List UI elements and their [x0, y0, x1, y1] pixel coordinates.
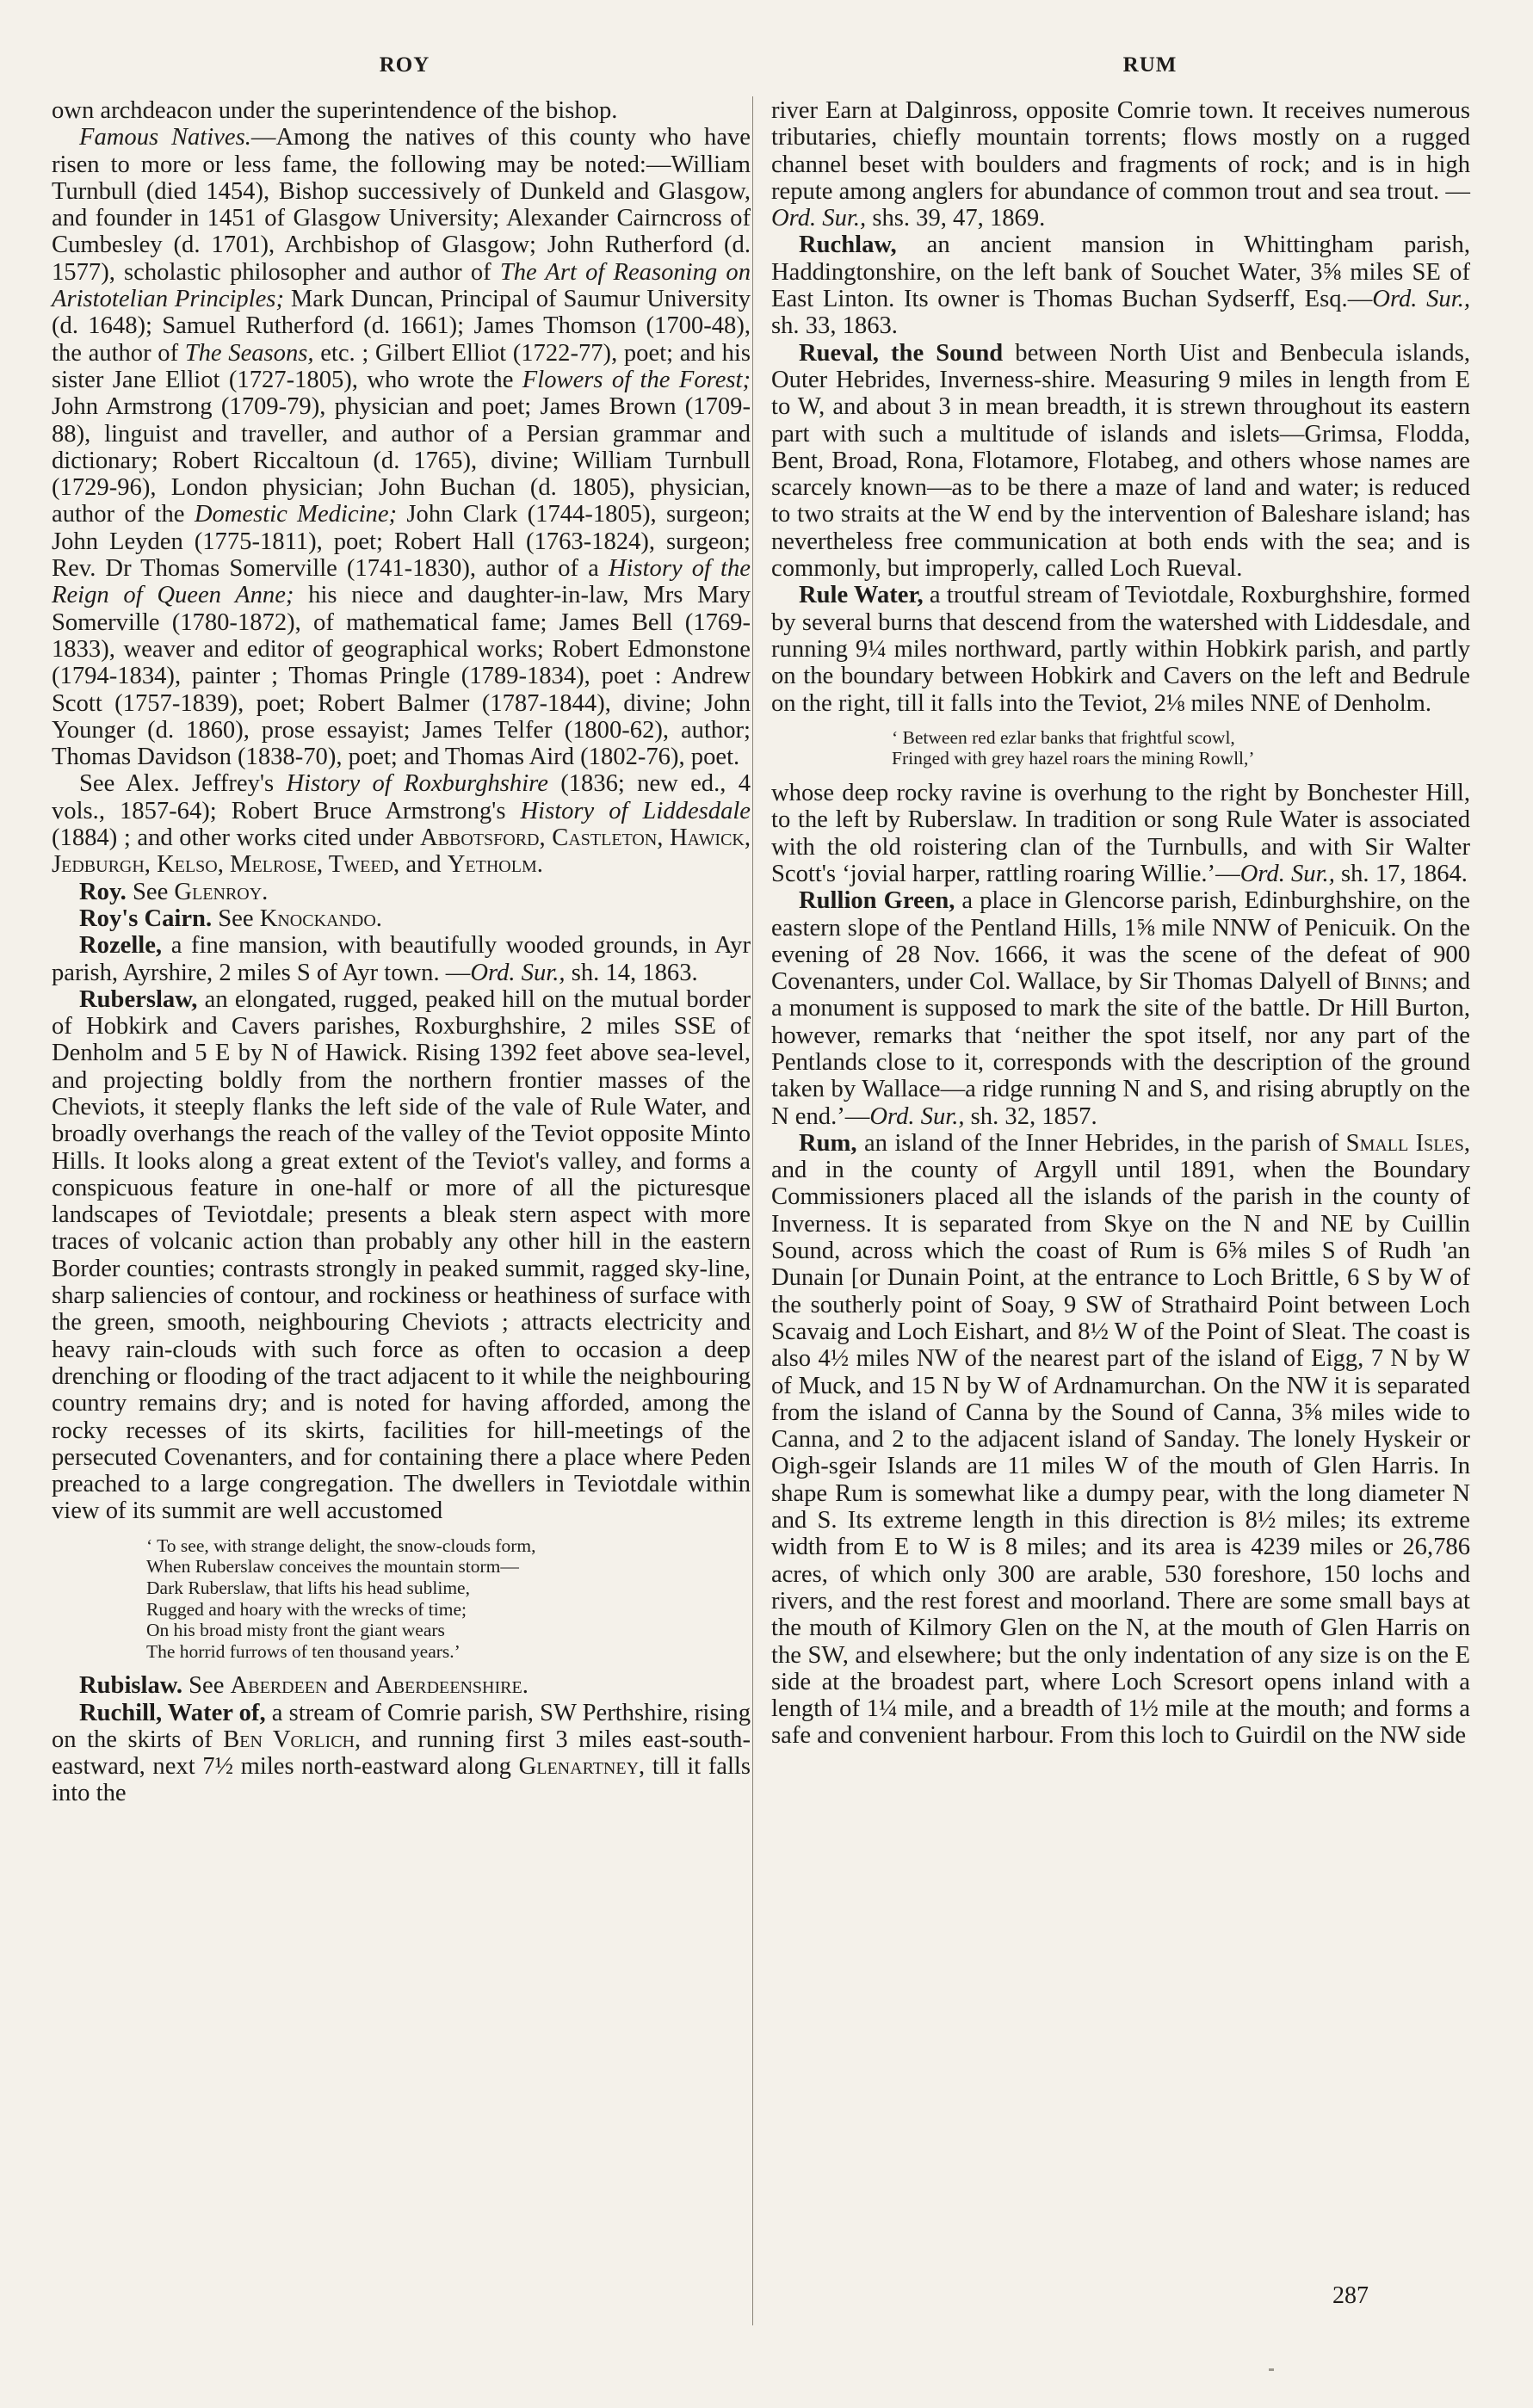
italic-text: Domestic Medicine;	[194, 501, 398, 528]
entry-text: a troutful stream of Teviotdale, Roxburghshire, formed by several burns that descend from the watershed with Liddesdale, and running 9¼ miles northward, partly within Hobkirk parish, and partly on the boundary between Hobkirk and Cavers on the left and Bedrule on the right, till it falls into the Teviot, 2⅛ miles NNE of Denholm.	[771, 582, 1471, 717]
entry-text: between North Uist and Benbecula islands, Outer Hebrides, Inverness-shire. Measuring 9 miles in length from E to W, and about 3 in mean breadth, it is strewn throughout its eastern part with such a multitude of islands and islets—Grimsa, Flodda, Bent, Broad, Rona, Flotamore, Flotabeg, and others whose names are scarcely known—as to be there a maze of land and water; is reduced to two straits at the W end by the intervention of Baleshare island; has nevertheless free communication at both ends with the sea; and is commonly, but improperly, called Loch Rueval.	[771, 339, 1470, 583]
entry-text: a fine mansion, with beautifully wooded grounds, in Ayr parish, Ayrshire, 2 miles S of Ayr town. —	[52, 932, 751, 986]
entry-text: an island of the Inner Hebrides, in the parish of	[856, 1129, 1346, 1157]
column-divider	[752, 96, 753, 2325]
left-column	[52, 97, 751, 1807]
verse-quote	[52, 1525, 751, 1673]
entry-headword: Roy.	[79, 878, 127, 905]
entry-headword: Ruchlaw,	[799, 232, 897, 259]
italic-text: Ord. Sur.,	[771, 205, 867, 232]
entry-paragraph	[52, 986, 751, 1525]
entry-headword: Roy's Cairn.	[79, 905, 213, 932]
entry-paragraph	[52, 124, 751, 770]
entry-text: till it falls into the	[52, 1753, 751, 1807]
page-number: 287	[1332, 2282, 1369, 2309]
italic-text: The Art of Reasoning on Aristotelian Principles;	[52, 258, 751, 313]
running-head-right: RUM	[1122, 53, 1178, 77]
entry-text: sh. 17, 1864.	[1334, 860, 1468, 887]
entry-text: river Earn at Dalginross, opposite Comrie town. It receives numerous tributaries, chiefly mountain torrents; flows mostly on a rugged channel beset with boulders and fragments of rock; and is in high repute among anglers for abundance of common trout and sea trout. —	[771, 97, 1470, 205]
entry-paragraph	[771, 582, 1470, 716]
cross-reference: Glenroy.	[174, 878, 269, 905]
entry-text: and a monument is supposed to mark the site of the battle. Dr Hill Burton, however, remarks that ‘neither the spot itself, nor any part of the Pentlands close to it, corresponds with the description of the ground taken by Wallace—a ridge running N and S, and rising abruptly on the N end.’—	[771, 968, 1470, 1130]
entry-text: See	[212, 905, 260, 932]
entry-text: Mark Duncan, Principal of Saumur University (d. 1648); Samuel Rutherford (d. 1661); James Thomson (1700-48), the author of	[52, 286, 751, 367]
verse-line: Dark Ruberslaw, that lifts his head sublime,	[146, 1577, 470, 1598]
italic-text: History of the Reign of Queen Anne;	[52, 555, 751, 609]
cross-reference: Small Isles,	[1345, 1129, 1470, 1157]
entry-text: etc. ; Gilbert Elliot (1722-77), poet; and his sister Jane Elliot (1727-1805), who wrote the	[52, 339, 751, 393]
verse-line: Rugged and hoary with the wrecks of time;	[146, 1598, 467, 1620]
entry-headword: Rule Water,	[799, 582, 924, 609]
cross-reference: Yetholm.	[447, 851, 543, 879]
running-head-left: ROY	[379, 53, 430, 77]
italic-text: Ord. Sur.,	[1239, 860, 1335, 887]
entry-paragraph	[771, 232, 1470, 339]
entry-paragraph	[52, 97, 751, 124]
entry-text: own archdeacon under the superintendence of the bishop.	[52, 97, 618, 124]
italic-text: Ord. Sur.,	[869, 1102, 965, 1130]
entry-text: his niece and daughter-in-law, Mrs Mary Somerville (1780-1872), of mathematical fame; James Bell (1769-1833), weaver and editor of geographical works; Robert Edmonstone (1794-1834), painter ; Thomas Pringle (1789-1834), poet : Andrew Scott (1757-1839), poet; Robert Balmer (1787-1844), divine; John Younger (d. 1860), prose essayist; James Telfer (1800-62), author; Thomas Davidson (1838-70), poet; and Thomas Aird (1802-76), poet.	[52, 582, 751, 771]
entry-text: See	[182, 1672, 231, 1700]
entry-text: John Clark (1744-1805), surgeon; John Leyden (1775-1811), poet; Robert Hall (1763-1824), surgeon; Rev. Dr Thomas Somerville (1741-1830), author of a	[52, 501, 751, 583]
entry-headword: Rullion Green,	[799, 887, 955, 915]
entry-text: John Armstrong (1709-79), physician and poet; James Brown (1709-88), linguist and traveller, and author of a Persian grammar and dictionary; Robert Riccaltoun (d. 1765), divine; William Turnbull (1729-96), London physician; John Buchan (d. 1805), physician, author of the	[52, 393, 751, 528]
entry-text: sh. 14, 1863.	[565, 959, 698, 986]
entry-paragraph	[52, 770, 751, 878]
italic-text: The Seasons,	[184, 339, 314, 367]
verse-quote	[771, 717, 1470, 780]
verse-line: The horrid furrows of ten thousand years.’	[146, 1640, 461, 1662]
entry-paragraph	[52, 879, 751, 905]
entry-text: sh. 33, 1863.	[771, 312, 898, 340]
italic-text: History of Roxburghshire	[286, 770, 548, 798]
entry-text: and in the county of Argyll until 1891, when the Boundary Commissioners placed all the islands of the parish in the county of Inverness. It is separated from Skye on the N and NE by Cuillin Sound, across which the coast of Rum is 6⅝ miles S of Rudh 'an Dunain [or Dunain Point, at the entrance to Loch Brittle, 6 S by W of the southerly point of Soay, 9 SW of Strathaird Point between Loch Scavaig and Loch Eishart, and 8½ W of the Point of Sleat. The coast is also 4½ miles NW of the nearest part of the island of Eigg, 7 N by W of Muck, and 15 N by W of Ardnamurchan. On the NW it is separated from the island of Canna by the Sound of Canna, 3⅝ miles wide to Canna, and 2 to the adjacent island of Sanday. The lonely Hyskeir or Oigh-sgeir Islands are 11 miles W of the mouth of Glen Harris. In shape Rum is somewhat like a dumpy pear, with the long diameter N and S. Its extreme length in this direction is 8½ miles; its extreme width from E to W is 8 miles; and its area is 4239 miles or 26,786 acres, of which only 300 are arable, 530 foreshore, 150 lochs and rivers, and the rest forest and moorland. There are some small bays at the mouth of Kilmory Glen on the N, at the mouth of Glen Harris on the SW, and elsewhere; but the only indentation of any size is on the E side at the broadest part, where Loch Scresort opens inland with a length of 1¼ mile, and a breadth of 1½ mile at the mouth; and forms a safe and convenient harbour. From this loch to Guirdil on the NW side	[771, 1157, 1470, 1750]
entry-text: (1836; new ed., 4 vols., 1857-64); Robert Bruce Armstrong's	[52, 770, 751, 824]
entry-text: a stream of Comrie parish, SW Perthshire, rising on the skirts of	[52, 1699, 751, 1753]
entry-text: shs. 39, 47, 1869.	[866, 205, 1046, 232]
cross-reference: Binns;	[1364, 968, 1429, 996]
entry-text: sh. 32, 1857.	[964, 1102, 1097, 1130]
verse-line: ‘ To see, with strange delight, the snow-clouds form,	[146, 1534, 536, 1556]
entry-text: and	[327, 1672, 376, 1700]
print-speck	[1269, 2368, 1274, 2371]
entry-paragraph	[52, 932, 751, 986]
entry-paragraph	[771, 97, 1470, 232]
entry-headword: Rum,	[799, 1129, 857, 1157]
verse-line: On his broad misty front the giant wears	[146, 1620, 445, 1641]
entry-paragraph	[771, 780, 1470, 887]
entry-text: a place in Glencorse parish, Edinburghshire, on the eastern slope of the Pentland Hills, 1⅝ mile NNW of Penicuik. On the evening of 28 Nov. 1666, it was the scene of the defeat of 900 Covenanters, under Col. Wallace, by Sir Thomas Dalyell of	[771, 887, 1470, 996]
verse-line: ‘ Between red ezlar banks that frightful scowl,	[892, 726, 1235, 748]
cross-reference: Abbotsford, Castleton, Hawick, Jedburgh, Kelso, Melrose, Tweed,	[52, 824, 751, 879]
entry-headword: Ruchill, Water of,	[79, 1699, 266, 1726]
cross-reference: Aberdeen	[230, 1672, 328, 1700]
verse-line: When Ruberslaw conceives the mountain storm—	[146, 1556, 519, 1578]
entry-paragraph	[771, 1130, 1470, 1750]
italic-text: History of Liddesdale	[520, 797, 751, 824]
right-column	[771, 97, 1470, 1750]
entry-headword: Rubislaw.	[79, 1672, 182, 1700]
entry-paragraph	[52, 905, 751, 932]
italic-text: Flowers of the Forest;	[522, 366, 751, 393]
cross-reference: Glenartney,	[518, 1753, 646, 1781]
entry-paragraph	[771, 887, 1470, 1130]
cross-reference: Aberdeenshire.	[375, 1672, 529, 1700]
entry-headword: Rozelle,	[79, 932, 163, 960]
italic-text: Ord. Sur.,	[470, 959, 566, 986]
entry-headword: Ruberslaw,	[79, 985, 198, 1013]
entry-text: (1884) ; and other works cited under	[52, 824, 421, 852]
verse-line: Fringed with grey hazel roars the mining Rowll,’	[892, 748, 1255, 769]
entry-text: and running first 3 miles east-south-eastward, next 7½ miles north-eastward along	[52, 1726, 751, 1781]
entry-text: an elongated, rugged, peaked hill on the mutual border of Hobkirk and Cavers parishes, Roxburghshire, 2 miles SSE of Denholm and 5 E by N of Hawick. Rising 1392 feet above sea-level, and projecting boldly from the northern frontier masses of the Cheviots, it steeply flanks the left side of the vale of Rule Water, and broadly overhangs the reach of the valley of the Teviot opposite Minto Hills. It looks along a great extent of the Teviot's valley, and forms a conspicuous feature in one-half or more of all the picturesque landscapes of Teviotdale; presents a bleak stern aspect with more traces of volcanic action than probably any other hill in the eastern Border counties; contrasts strongly in peaked summit, ragged sky-line, sharp saliencies of contour, and rockiness or heathiness of surface with the green, smooth, neighbouring Cheviots ; attracts electricity and heavy rain-clouds with such force as often to occasion a deep drenching or flooding of the tract adjacent to it while the neighbouring country remains dry; and is noted for having afforded, among the rocky recesses of its skirts, facilities for hill-meetings of the persecuted Covenanters, and for containing there a place where Peden preached to a large congregation. The dwellers in Teviotdale within view of its summit are well accustomed	[52, 985, 751, 1525]
cross-reference: Knockando.	[259, 905, 382, 932]
entry-paragraph	[771, 340, 1470, 583]
italic-text: Famous Natives.	[79, 124, 251, 151]
entry-text: an ancient mansion in Whittingham parish, Haddingtonshire, on the left bank of Souchet Water, 3⅝ miles SE of East Linton. Its owner is Thomas Buchan Sydserff, Esq.—	[771, 232, 1470, 313]
entry-text: See	[126, 878, 175, 905]
cross-reference: Ben Vorlich,	[223, 1726, 362, 1753]
entry-text: —Among the natives of this county who have risen to more or less fame, the following may be noted:—William Turnbull (died 1454), Bishop successively of Dunkeld and Glasgow, and founder in 1451 of Glasgow University; Alexander Cairncross of Cumbesley (d. 1701), Archbishop of Glasgow; John Rutherford (d. 1577), scholastic philosopher and author of	[52, 124, 751, 286]
entry-paragraph	[52, 1672, 751, 1699]
entry-text: and	[399, 851, 448, 879]
entry-paragraph	[52, 1700, 751, 1807]
italic-text: Ord. Sur.,	[1372, 286, 1470, 313]
entry-text: whose deep rocky ravine is overhung to the right by Bonchester Hill, to the left by Ruberslaw. In tradition or song Rule Water is associated with the old roistering clan of the Turnbulls, and with Sir Walter Scott's ‘jovial harper, rattling roaring Willie.’—	[771, 780, 1470, 887]
entry-text: See Alex. Jeffrey's	[79, 770, 287, 798]
entry-headword: Rueval, the Sound	[799, 339, 1004, 367]
